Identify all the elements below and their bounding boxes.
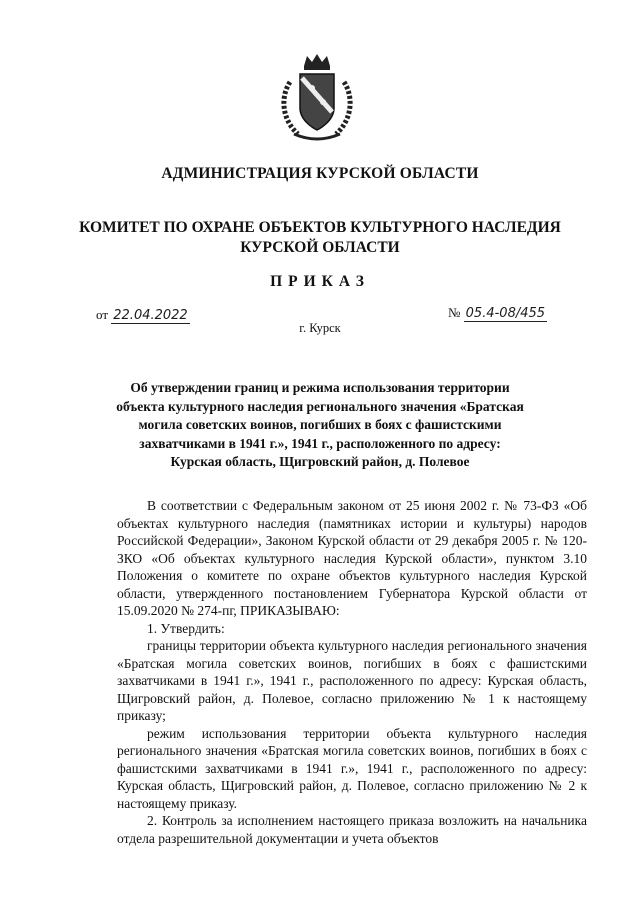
city-label: г. Курск: [299, 321, 341, 335]
committee-heading-line2: КУРСКОЙ ОБЛАСТИ: [240, 239, 400, 256]
body-paragraph: 1. Утвердить:: [147, 620, 225, 636]
body-paragraph: В соответствии с Федеральным законом от 25 июня 2002 г. № 73-ФЗ «Об объектах культурного наследия (памятниках истории и культуры) народов Российской Федерации», Законом Курской области от 29 декабря 2005 г. № 120-ЗКО «Об объектах культурного наследия Курской области», пунктом 3.10 Положения о комитете по охране объектов культурного наследия Курской области, утвержденного постановлением Губернатора Курской области от 15.09.2020 № 274-пг, ПРИКАЗЫВАЮ:: [117, 498, 587, 618]
title-line: объекта культурного наследия регионального значения «Братская: [116, 398, 524, 414]
administration-heading: АДМИНИСТРАЦИЯ КУРСКОЙ ОБЛАСТИ: [161, 165, 479, 182]
title-line: Курская область, Щигровский район, д. Полевое: [170, 454, 470, 469]
body-paragraph: границы территории объекта культурного наследия регионального значения «Братская могила советских воинов, погибших в боях с фашистскими захватчиками в 1941 г.», 1941 г., расположенного по адресу: Курская область, Щигровский район, д. Полевое, согласно приложению № 1 к настоящему приказу;: [117, 638, 587, 723]
body-paragraph: 2. Контроль за исполнением настоящего приказа возложить на начальника отдела разрешительной документации и учета объектов: [117, 813, 587, 846]
committee-heading-line1: КОМИТЕТ ПО ОХРАНЕ ОБЪЕКТОВ КУЛЬТУРНОГО НАСЛЕДИЯ: [79, 219, 561, 236]
number-prefix: №: [448, 305, 461, 320]
date-prefix: от: [96, 307, 109, 322]
title-line: могила советских воинов, погибших в боях с фашистскими: [138, 417, 502, 432]
title-line: захватчиками в 1941 г.», 1941 г., расположенного по адресу:: [139, 435, 501, 451]
number-line: [448, 305, 547, 322]
document-title: [0, 379, 640, 472]
title-line: Об утверждении границ и режима использования территории: [130, 380, 510, 395]
document-body: [117, 497, 587, 847]
coat-of-arms-emblem: [276, 52, 358, 144]
date-value: 22.04.2022: [113, 308, 188, 323]
document-type-heading: ПРИКАЗ: [270, 273, 370, 290]
number-value: 05.4-08/455: [465, 306, 546, 321]
body-paragraph: режим использования территории объекта культурного наследия регионального значения «Братская могила советских воинов, погибших в боях с фашистскими захватчиками в 1941 г.», 1941 г., расположенного по адресу: Курская область, Щигровский район, д. Полевое, согласно приложению № 2 к настоящему приказу.: [117, 725, 587, 811]
committee-heading: [0, 218, 640, 258]
